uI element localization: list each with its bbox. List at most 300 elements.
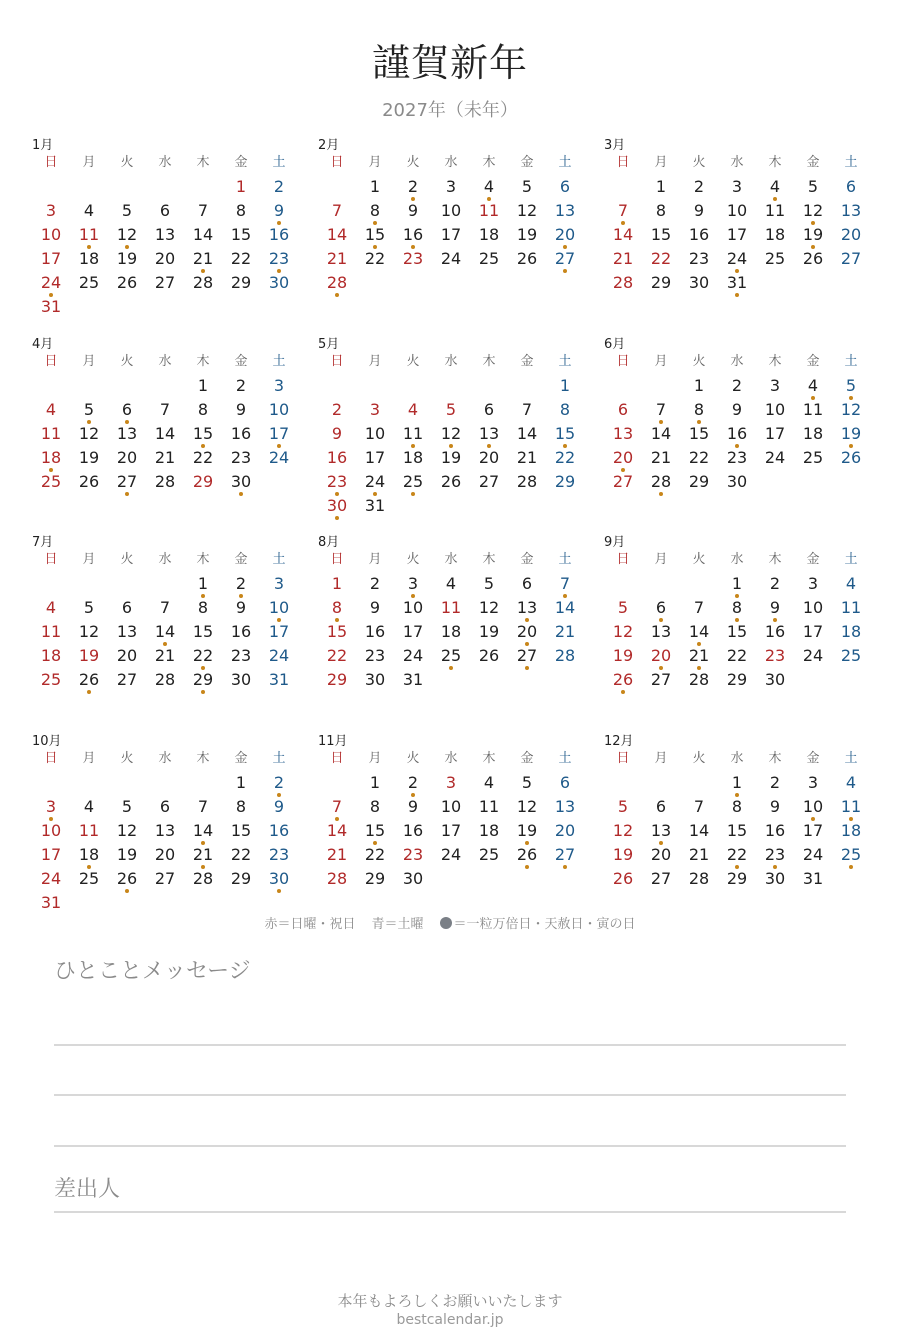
day-cell: 6: [617, 400, 629, 419]
day-cell: 21: [326, 249, 348, 268]
day-cell: 2: [769, 773, 781, 792]
day-cell: 8: [559, 400, 571, 419]
day-cell: 23: [268, 845, 290, 864]
day-cell: 9: [407, 201, 419, 220]
weekday-header: 火: [692, 552, 706, 567]
day-cell: 25: [40, 472, 62, 491]
weekday-header: 火: [406, 751, 420, 766]
day-cell: 25: [78, 869, 100, 888]
day-cell: 25: [478, 249, 500, 268]
weekday-header: 土: [844, 552, 858, 567]
day-cell: 8: [680, 400, 718, 420]
day-cell: 19: [116, 845, 138, 864]
day-cell: 15: [356, 821, 394, 841]
weekday-header: 金: [234, 552, 248, 567]
year-subtitle: 2027年（未年）: [382, 100, 518, 121]
day-cell: 14: [192, 225, 214, 244]
day-cell: 26: [508, 845, 546, 865]
day-cell: 9: [407, 797, 419, 816]
weekday-header: 火: [406, 155, 420, 170]
day-cell: 25: [394, 472, 432, 492]
day-cell: 3: [45, 201, 57, 220]
weekday-header: 土: [272, 552, 286, 567]
sender-label: 差出人: [54, 1177, 121, 1202]
weekday-header: 日: [616, 155, 630, 170]
weekday-header: 火: [406, 552, 420, 567]
weekday-header: 日: [44, 354, 58, 369]
day-cell: 6: [559, 773, 571, 792]
day-cell: 4: [470, 177, 508, 197]
weekday-header: 水: [158, 354, 172, 369]
day-cell: 22: [230, 845, 252, 864]
day-cell: 4: [445, 574, 457, 593]
day-cell: 27: [508, 646, 546, 666]
day-cell: 1: [235, 177, 247, 196]
day-cell: 15: [192, 622, 214, 641]
day-cell: 19: [794, 225, 832, 245]
day-cell: 5: [832, 376, 870, 396]
day-cell: 31: [40, 893, 62, 912]
day-cell: 3: [445, 177, 457, 196]
day-cell: 7: [159, 400, 171, 419]
day-cell: 10: [440, 797, 462, 816]
day-cell: 7: [546, 574, 584, 594]
day-cell: 6: [559, 177, 571, 196]
day-cell: 21: [650, 448, 672, 467]
day-cell: 15: [650, 225, 672, 244]
day-cell: 1: [331, 574, 343, 593]
weekday-header: 木: [768, 751, 782, 766]
day-cell: 28: [192, 273, 214, 292]
day-cell: 30: [230, 670, 252, 689]
day-cell: 29: [364, 869, 386, 888]
day-cell: 4: [845, 773, 857, 792]
month-label: 4月: [32, 337, 54, 352]
weekday-header: 水: [158, 552, 172, 567]
weekday-header: 月: [82, 354, 96, 369]
weekday-header: 金: [520, 751, 534, 766]
weekday-header: 土: [558, 552, 572, 567]
weekday-header: 土: [272, 751, 286, 766]
lucky-day-dot: [849, 865, 853, 869]
day-cell: 28: [688, 869, 710, 888]
day-cell: 30: [364, 670, 386, 689]
weekday-header: 日: [44, 552, 58, 567]
day-cell: 18: [78, 249, 100, 268]
day-cell: 11: [394, 424, 432, 444]
day-cell: 24: [356, 472, 394, 492]
weekday-header: 月: [82, 155, 96, 170]
day-cell: 18: [402, 448, 424, 467]
day-cell: 2: [369, 574, 381, 593]
day-cell: 5: [483, 574, 495, 593]
day-cell: 28: [688, 670, 710, 689]
lucky-day-dot: [411, 492, 415, 496]
weekday-header: 金: [806, 155, 820, 170]
day-cell: 26: [116, 273, 138, 292]
day-cell: 12: [612, 622, 634, 641]
day-cell: 21: [688, 845, 710, 864]
day-cell: 24: [268, 646, 290, 665]
day-cell: 7: [197, 201, 209, 220]
day-cell: 12: [432, 424, 470, 444]
weekday-header: 木: [768, 552, 782, 567]
weekday-header: 土: [272, 155, 286, 170]
day-cell: 23: [756, 845, 794, 865]
day-cell: 31: [402, 670, 424, 689]
footer-site: bestcalendar.jp: [396, 1312, 504, 1328]
day-cell: 27: [650, 670, 672, 689]
month-label: 11月: [318, 734, 348, 749]
day-cell: 2: [260, 773, 298, 793]
day-cell: 21: [680, 646, 718, 666]
day-cell: 17: [402, 622, 424, 641]
day-cell: 9: [769, 797, 781, 816]
month-block: [32, 134, 312, 330]
day-cell: 26: [70, 670, 108, 690]
day-cell: 4: [83, 797, 95, 816]
day-cell: 13: [116, 424, 138, 443]
day-cell: 30: [764, 869, 786, 888]
month-block: [604, 134, 884, 330]
day-cell: 6: [521, 574, 533, 593]
day-cell: 26: [440, 472, 462, 491]
day-cell: 3: [273, 574, 285, 593]
day-cell: 19: [832, 424, 870, 444]
day-cell: 29: [326, 670, 348, 689]
day-cell: 18: [478, 821, 500, 840]
day-cell: 9: [693, 201, 705, 220]
day-cell: 27: [154, 273, 176, 292]
day-cell: 11: [40, 622, 62, 641]
day-cell: 28: [326, 869, 348, 888]
day-cell: 16: [764, 821, 786, 840]
day-cell: 21: [154, 646, 176, 665]
day-cell: 13: [650, 622, 672, 641]
weekday-header: 火: [120, 354, 134, 369]
day-cell: 25: [40, 670, 62, 689]
day-cell: 30: [402, 869, 424, 888]
day-cell: 17: [260, 424, 298, 444]
weekday-header: 木: [482, 751, 496, 766]
message-label: ひとことメッセージ: [54, 959, 251, 984]
day-cell: 10: [802, 598, 824, 617]
weekday-header: 木: [482, 155, 496, 170]
lucky-day-dot: [449, 666, 453, 670]
day-cell: 15: [726, 622, 748, 641]
day-cell: 1: [184, 574, 222, 594]
day-cell: 20: [116, 448, 138, 467]
day-cell: 27: [108, 472, 146, 492]
weekday-header: 火: [692, 751, 706, 766]
day-cell: 2: [235, 376, 247, 395]
weekday-header: 金: [234, 751, 248, 766]
day-cell: 11: [764, 201, 786, 220]
day-cell: 10: [440, 201, 462, 220]
day-cell: 13: [642, 821, 680, 841]
day-cell: 10: [364, 424, 386, 443]
month-block: [32, 730, 312, 926]
month-block: [604, 333, 884, 529]
day-cell: 14: [184, 821, 222, 841]
day-cell: 4: [45, 400, 57, 419]
month-label: 12月: [604, 734, 634, 749]
footer-greeting: 本年もよろしくお願いいたします: [337, 1292, 563, 1310]
day-cell: 29: [688, 472, 710, 491]
weekday-header: 月: [368, 155, 382, 170]
day-cell: 12: [840, 400, 862, 419]
weekday-header: 木: [482, 354, 496, 369]
day-cell: 23: [402, 845, 424, 864]
lucky-day-dot: [659, 492, 663, 496]
weekday-header: 水: [730, 751, 744, 766]
day-cell: 28: [154, 472, 176, 491]
day-cell: 30: [726, 472, 748, 491]
day-cell: 26: [840, 448, 862, 467]
day-cell: 9: [731, 400, 743, 419]
weekday-header: 月: [368, 751, 382, 766]
message-line: [54, 1145, 846, 1147]
day-cell: 23: [764, 646, 786, 665]
day-cell: 14: [554, 598, 576, 617]
day-cell: 3: [273, 376, 285, 395]
day-cell: 5: [521, 177, 533, 196]
day-cell: 10: [40, 821, 62, 840]
weekday-header: 日: [330, 552, 344, 567]
weekday-header: 金: [806, 354, 820, 369]
day-cell: 24: [764, 448, 786, 467]
month-block: [318, 333, 598, 529]
day-cell: 9: [235, 400, 247, 419]
day-cell: 22: [726, 646, 748, 665]
day-cell: 15: [184, 424, 222, 444]
day-cell: 21: [554, 622, 576, 641]
day-cell: 17: [726, 225, 748, 244]
day-cell: 20: [604, 448, 642, 468]
day-cell: 1: [718, 773, 756, 793]
day-cell: 4: [794, 376, 832, 396]
day-cell: 6: [121, 598, 133, 617]
weekday-header: 金: [234, 354, 248, 369]
day-cell: 2: [693, 177, 705, 196]
day-cell: 28: [516, 472, 538, 491]
day-cell: 5: [445, 400, 457, 419]
day-cell: 11: [802, 400, 824, 419]
day-cell: 24: [32, 273, 70, 293]
day-cell: 3: [731, 177, 743, 196]
lucky-day-dot: [735, 293, 739, 297]
day-cell: 29: [554, 472, 576, 491]
month-label: 1月: [32, 138, 54, 153]
day-cell: 3: [394, 574, 432, 594]
day-cell: 4: [83, 201, 95, 220]
day-cell: 24: [268, 448, 290, 467]
month-label: 7月: [32, 535, 54, 550]
day-cell: 23: [260, 249, 298, 269]
day-cell: 8: [655, 201, 667, 220]
day-cell: 8: [731, 797, 743, 816]
day-cell: 5: [521, 773, 533, 792]
day-cell: 12: [612, 821, 634, 840]
day-cell: 16: [268, 821, 290, 840]
lucky-day-dot: [125, 492, 129, 496]
weekday-header: 日: [330, 155, 344, 170]
day-cell: 13: [554, 201, 576, 220]
day-cell: 21: [612, 249, 634, 268]
day-cell: 7: [642, 400, 680, 420]
day-cell: 22: [718, 845, 756, 865]
day-cell: 13: [840, 201, 862, 220]
weekday-header: 月: [82, 552, 96, 567]
weekday-header: 日: [330, 354, 344, 369]
day-cell: 3: [807, 574, 819, 593]
day-cell: 9: [369, 598, 381, 617]
message-line: [54, 1044, 846, 1046]
day-cell: 27: [154, 869, 176, 888]
day-cell: 3: [807, 773, 819, 792]
day-cell: 28: [642, 472, 680, 492]
day-cell: 22: [364, 845, 386, 864]
lucky-day-dot: [563, 269, 567, 273]
day-cell: 22: [192, 448, 214, 467]
day-cell: 29: [726, 670, 748, 689]
weekday-header: 日: [330, 751, 344, 766]
day-cell: 11: [478, 797, 500, 816]
day-cell: 9: [235, 598, 247, 617]
day-cell: 10: [260, 598, 298, 618]
weekday-header: 金: [520, 155, 534, 170]
day-cell: 20: [642, 646, 680, 666]
weekday-header: 月: [368, 552, 382, 567]
day-cell: 13: [154, 821, 176, 840]
day-cell: 9: [756, 598, 794, 618]
day-cell: 24: [402, 646, 424, 665]
month-block: [318, 134, 598, 330]
day-cell: 2: [394, 177, 432, 197]
day-cell: 24: [802, 646, 824, 665]
day-cell: 30: [260, 869, 298, 889]
day-cell: 9: [260, 201, 298, 221]
day-cell: 24: [718, 249, 756, 269]
day-cell: 23: [318, 472, 356, 492]
day-cell: 23: [230, 646, 252, 665]
day-cell: 22: [364, 249, 386, 268]
day-cell: 13: [154, 225, 176, 244]
weekday-header: 土: [844, 751, 858, 766]
day-cell: 7: [521, 400, 533, 419]
day-cell: 7: [318, 797, 356, 817]
weekday-header: 金: [520, 354, 534, 369]
day-cell: 31: [268, 670, 290, 689]
lucky-day-dot: [563, 865, 567, 869]
day-cell: 30: [222, 472, 260, 492]
month-block: [604, 730, 884, 926]
day-cell: 4: [45, 598, 57, 617]
day-cell: 31: [718, 273, 756, 293]
day-cell: 21: [154, 448, 176, 467]
day-cell: 3: [445, 773, 457, 792]
day-cell: 21: [326, 845, 348, 864]
day-cell: 3: [32, 797, 70, 817]
day-cell: 4: [756, 177, 794, 197]
weekday-header: 木: [196, 552, 210, 567]
month-label: 2月: [318, 138, 340, 153]
lucky-day-dot: [201, 690, 205, 694]
day-cell: 17: [802, 821, 824, 840]
day-cell: 28: [554, 646, 576, 665]
day-cell: 7: [159, 598, 171, 617]
day-cell: 28: [154, 670, 176, 689]
day-cell: 10: [40, 225, 62, 244]
day-cell: 26: [604, 670, 642, 690]
day-cell: 16: [688, 225, 710, 244]
day-cell: 13: [116, 622, 138, 641]
weekday-header: 日: [44, 155, 58, 170]
weekday-header: 月: [368, 354, 382, 369]
day-cell: 12: [78, 424, 100, 443]
day-cell: 6: [483, 400, 495, 419]
day-cell: 28: [318, 273, 356, 293]
day-cell: 4: [483, 773, 495, 792]
day-cell: 5: [807, 177, 819, 196]
weekday-header: 木: [768, 354, 782, 369]
day-cell: 27: [612, 472, 634, 491]
day-cell: 18: [478, 225, 500, 244]
day-cell: 20: [154, 249, 176, 268]
day-cell: 25: [432, 646, 470, 666]
page-title: 謹賀新年: [371, 41, 528, 85]
day-cell: 25: [832, 845, 870, 865]
day-cell: 27: [546, 845, 584, 865]
weekday-header: 日: [616, 354, 630, 369]
legend-dot-text: ＝一粒万倍日・天赦日・寅の日: [453, 917, 636, 932]
month-label: 3月: [604, 138, 626, 153]
weekday-header: 金: [234, 155, 248, 170]
day-cell: 11: [78, 821, 100, 840]
weekday-header: 月: [654, 354, 668, 369]
day-cell: 16: [364, 622, 386, 641]
day-cell: 6: [159, 797, 171, 816]
day-cell: 23: [688, 249, 710, 268]
day-cell: 15: [726, 821, 748, 840]
day-cell: 18: [840, 821, 862, 840]
day-cell: 25: [764, 249, 786, 268]
lucky-day-dot: [335, 516, 339, 520]
day-cell: 20: [154, 845, 176, 864]
day-cell: 18: [440, 622, 462, 641]
day-cell: 15: [230, 225, 252, 244]
day-cell: 10: [726, 201, 748, 220]
day-cell: 11: [70, 225, 108, 245]
day-cell: 8: [718, 598, 756, 618]
day-cell: 19: [440, 448, 462, 467]
day-cell: 23: [364, 646, 386, 665]
weekday-header: 木: [768, 155, 782, 170]
day-cell: 10: [794, 797, 832, 817]
day-cell: 9: [331, 424, 343, 443]
day-cell: 20: [116, 646, 138, 665]
lucky-day-dot: [525, 865, 529, 869]
day-cell: 30: [764, 670, 786, 689]
day-cell: 11: [440, 598, 462, 617]
day-cell: 18: [840, 622, 862, 641]
day-cell: 3: [369, 400, 381, 419]
day-cell: 24: [802, 845, 824, 864]
month-label: 8月: [318, 535, 340, 550]
day-cell: 29: [230, 273, 252, 292]
day-cell: 18: [70, 845, 108, 865]
day-cell: 5: [83, 598, 95, 617]
